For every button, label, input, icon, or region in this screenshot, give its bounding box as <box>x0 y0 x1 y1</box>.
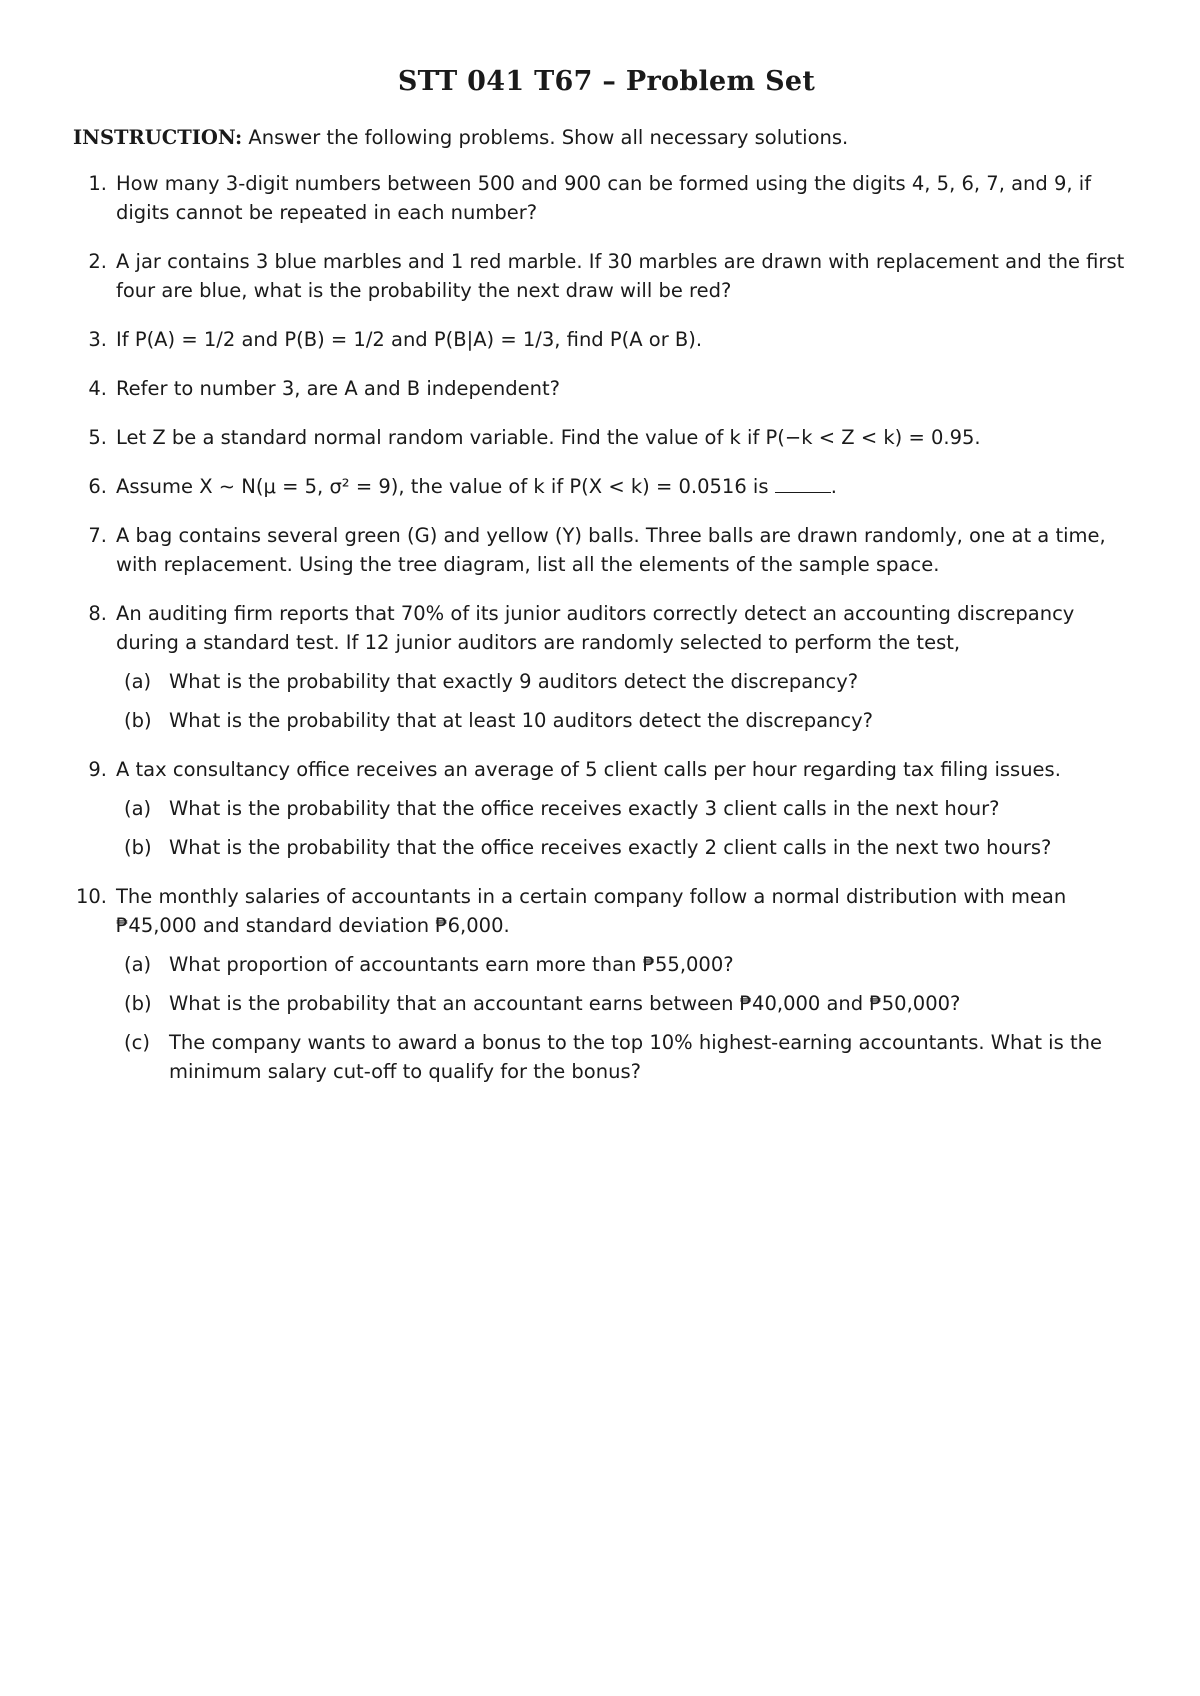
problem-text: Let Z be a standard normal random variable. Find the value of k if P(−k < Z < k) = 0.95. <box>116 426 981 449</box>
problem-number: 5. <box>88 426 107 449</box>
problem-number: 4. <box>88 377 107 400</box>
problem-item <box>73 755 1140 862</box>
problem-item <box>73 374 1140 403</box>
problem-text: An auditing firm reports that 70% of its junior auditors correctly detect an accounting discrepancy during a standard test. If 12 junior auditors are randomly selected to perform the test, <box>116 602 1075 654</box>
problem-text: If P(A) = 1/2 and P(B) = 1/2 and P(B|A) = 1/3, find P(A or B). <box>116 328 703 351</box>
problem-text: How many 3-digit numbers between 500 and 900 can be formed using the digits 4, 5, 6, 7, and 9, if digits cannot be repeated in each number? <box>116 172 1092 224</box>
instruction-line <box>73 123 1140 152</box>
problem-text: Refer to number 3, are A and B independent? <box>116 377 560 400</box>
problem-item <box>73 247 1140 305</box>
problem-text: The monthly salaries of accountants in a certain company follow a normal distribution with mean ₱45,000 and standard deviation ₱6,000. <box>116 885 1067 937</box>
instruction-text: Answer the following problems. Show all necessary solutions. <box>242 126 849 149</box>
subproblem-label: (b) <box>124 836 152 859</box>
subproblem-label: (a) <box>124 953 152 976</box>
instruction-label: INSTRUCTION: <box>73 126 243 149</box>
problem-item <box>73 423 1140 452</box>
subproblem-text: The company wants to award a bonus to the top 10% highest-earning accountants. What is the minimum salary cut-off to qualify for the bonus? <box>169 1031 1102 1083</box>
subproblem-item <box>116 794 1140 823</box>
problem-number: 10. <box>75 885 107 908</box>
subproblem-item <box>116 706 1140 735</box>
problem-number: 8. <box>88 602 107 625</box>
subproblem-label: (b) <box>124 709 152 732</box>
problem-number: 1. <box>88 172 107 195</box>
problem-text: A tax consultancy office receives an average of 5 client calls per hour regarding tax filing issues. <box>116 758 1061 781</box>
problem-text: Assume X ∼ N(μ = 5, σ² = 9), the value of k if P(X < k) = 0.0516 is <box>116 475 769 498</box>
subproblem-item <box>116 1028 1140 1086</box>
subproblem-text: What is the probability that an accountant earns between ₱40,000 and ₱50,000? <box>169 992 961 1015</box>
subproblem-label: (c) <box>124 1031 150 1054</box>
subproblem-list <box>116 794 1140 862</box>
problem-list <box>73 169 1140 1086</box>
subproblem-text: What proportion of accountants earn more than ₱55,000? <box>169 953 734 976</box>
problem-number: 9. <box>88 758 107 781</box>
problem-text-suffix: . <box>830 475 837 498</box>
document-title: STT 041 T67 – Problem Set <box>397 66 816 97</box>
subproblem-label: (b) <box>124 992 152 1015</box>
problem-text: A jar contains 3 blue marbles and 1 red marble. If 30 marbles are drawn with replacement and the first four are blue, what is the probability the next draw will be red? <box>116 250 1125 302</box>
subproblem-label: (a) <box>124 670 152 693</box>
problem-item <box>73 599 1140 735</box>
problem-number: 7. <box>88 524 107 547</box>
subproblem-item <box>116 989 1140 1018</box>
subproblem-text: What is the probability that exactly 9 auditors detect the discrepancy? <box>169 670 859 693</box>
problem-item <box>73 325 1140 354</box>
subproblem-text: What is the probability that the office receives exactly 3 client calls in the next hour? <box>169 797 1000 820</box>
problem-number: 6. <box>88 475 107 498</box>
subproblem-label: (a) <box>124 797 152 820</box>
answer-blank <box>775 474 831 493</box>
problem-number: 3. <box>88 328 107 351</box>
problem-item <box>73 169 1140 227</box>
subproblem-text: What is the probability that at least 10 auditors detect the discrepancy? <box>169 709 874 732</box>
problem-number: 2. <box>88 250 107 273</box>
subproblem-item <box>116 833 1140 862</box>
problem-item <box>73 882 1140 1086</box>
subproblem-text: What is the probability that the office receives exactly 2 client calls in the next two hours? <box>169 836 1052 859</box>
subproblem-item <box>116 667 1140 696</box>
problem-item <box>73 521 1140 579</box>
problem-item <box>73 472 1140 501</box>
subproblem-item <box>116 950 1140 979</box>
subproblem-list <box>116 667 1140 735</box>
subproblem-list <box>116 950 1140 1086</box>
problem-text: A bag contains several green (G) and yellow (Y) balls. Three balls are drawn randomly, one at a time, with replacement. Using the tree diagram, list all the elements of the sample space. <box>116 524 1106 576</box>
